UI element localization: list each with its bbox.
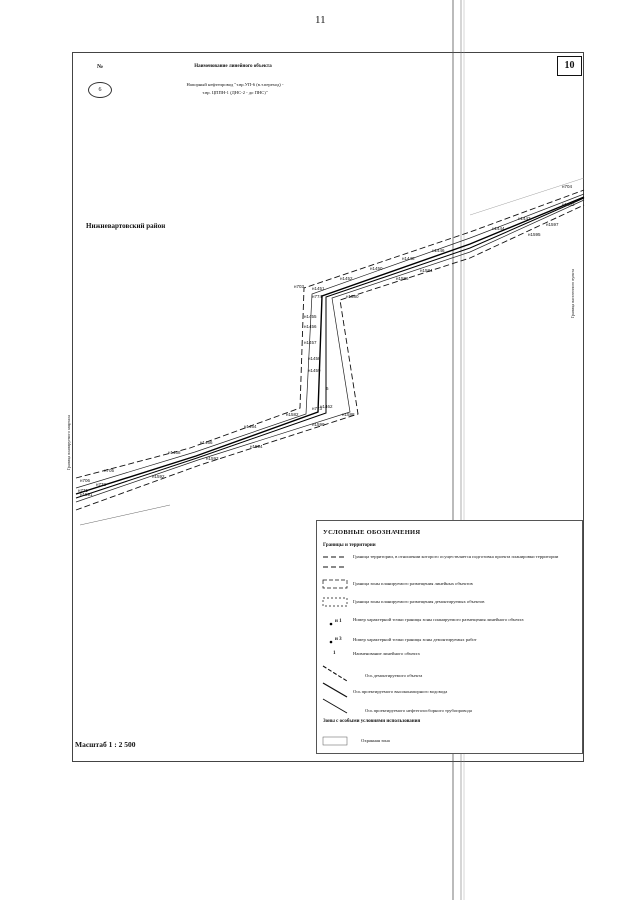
point-label: н1457 (304, 340, 317, 345)
point-label: н1462 (320, 404, 333, 409)
legend-symbol-water-axis (323, 683, 347, 697)
legend-symbol-demolition-zone (323, 598, 347, 606)
point-label: н1444 (492, 226, 505, 231)
point-label: н704 (562, 184, 572, 189)
legend-point-dot (330, 623, 333, 626)
point-label: н1584 (420, 268, 433, 273)
legend-item-territory: Граница территории, в отношении которого осуществляется подготовка проекта планировки территории (353, 554, 559, 559)
legend-item-demolition-axis: Ось демонтируемого объекта (365, 673, 423, 678)
legend-item-protection-zone: Охранная зона (361, 738, 390, 743)
point-label: н1586 (396, 276, 409, 281)
legend-symbol-protection-zone (323, 737, 347, 745)
map-scale: Масштаб 1 : 2 500 (75, 740, 136, 749)
point-label: н706 (80, 478, 90, 483)
point-label: н1468 (168, 450, 181, 455)
upper-point-labels (80, 184, 575, 483)
point-label: н1590 (312, 422, 325, 427)
legend-title: УСЛОВНЫЕ ОБОЗНАЧЕНИЯ (323, 529, 421, 536)
point-label: н1466 (200, 440, 213, 445)
point-label: н1588 (342, 412, 355, 417)
point-label: н1594 (250, 444, 263, 449)
point-label: н1452 (340, 276, 353, 281)
legend-item-demolition-zone: Граница зоны планируемого размещения демонтируемых объектов (353, 599, 485, 604)
legend-symbol-point: н 1 (335, 619, 342, 624)
legend-item-oil-axis: Ось проектируемого нефтегазосборного трубопровода (365, 708, 472, 713)
point-label: н1442 (518, 216, 531, 221)
legend-symbol-demolition-axis (323, 666, 347, 681)
legend-symbol-demolition-point: н 3 (335, 637, 342, 642)
legend-symbol-zone (323, 580, 347, 588)
point-label: н1593 (206, 456, 219, 461)
sheet-number: 10 (557, 56, 582, 76)
object-name-line1: Напорный нефтепровод "т.вр.УП-6 (в.т.переход) - (186, 82, 284, 87)
pipeline-axis (76, 197, 584, 494)
planning-boundary-lower (76, 205, 584, 510)
zone-boundary-upper (76, 194, 584, 488)
legend-item-point: Номер характерной точки границы зоны планируемого размещения линейного объекта (353, 617, 524, 622)
legend-zones-title: Зоны с особыми условиями использования (323, 719, 421, 724)
point-label: н1455 (304, 314, 317, 319)
point-label: н1464 (244, 424, 257, 429)
zone-boundary-lower (76, 200, 584, 502)
point-label: н705 (104, 468, 114, 473)
point-label: н1432 (562, 202, 575, 207)
header-title: Наименование линейного объекта (194, 64, 272, 69)
point-label: н1595 (528, 232, 541, 237)
point-label: н703 (294, 284, 304, 289)
object-marker: 6 (326, 386, 329, 391)
inner-point-labels (78, 286, 333, 493)
point-label: н1458 (308, 356, 321, 361)
point-label: н1451 (312, 286, 325, 291)
point-label: н1582 (286, 412, 299, 417)
point-label: н1459 (308, 368, 321, 373)
point-label: н1450 (370, 266, 383, 271)
legend-item-demolition-point: Номер характерной точки границы зоны демонтируемых работ (353, 637, 477, 642)
point-label: н772 (96, 482, 106, 487)
legend-symbol-object: 1 (333, 651, 336, 656)
legend-item-zone: Граница зоны планируемого размещения линейных объектов (353, 581, 473, 586)
legend-item-water-axis: Ось проектируемого высоконапорного водовода (353, 689, 448, 694)
planning-boundary-upper (76, 190, 584, 478)
object-number-circle: 6 (88, 82, 112, 98)
legend-item-object-name: Наименование линейного объекта (353, 651, 420, 656)
object-name-line2: т.вр. ЦППН-1 (ДНС-2 - до ПНС)" (202, 90, 268, 95)
legend-symbol-oil-axis (323, 699, 347, 713)
legend-subtitle: Границы и территории (323, 543, 376, 548)
point-label: н774 (312, 294, 322, 299)
district-label: Нижневартовский район (86, 222, 166, 230)
point-label: н1591 (80, 492, 93, 497)
legend-box (316, 520, 583, 754)
point-label: н1456 (304, 324, 317, 329)
point-label: н1448 (402, 256, 415, 261)
left-boundary-text: Граница планируемого квартала (66, 415, 71, 470)
point-label: н771 (78, 488, 88, 493)
point-label: н773 (312, 406, 322, 411)
thin-line (80, 505, 170, 525)
header-number-label: № (97, 64, 104, 70)
point-label: н1580 (346, 294, 359, 299)
point-label: н1592 (152, 474, 165, 479)
point-label: н1597 (546, 222, 559, 227)
water-pipeline-axis (76, 198, 584, 498)
right-boundary-text: Граница населенного пункта (570, 269, 575, 318)
page-number: 11 (315, 14, 326, 26)
point-label: н1446 (432, 248, 445, 253)
legend-point-dot (330, 641, 333, 644)
